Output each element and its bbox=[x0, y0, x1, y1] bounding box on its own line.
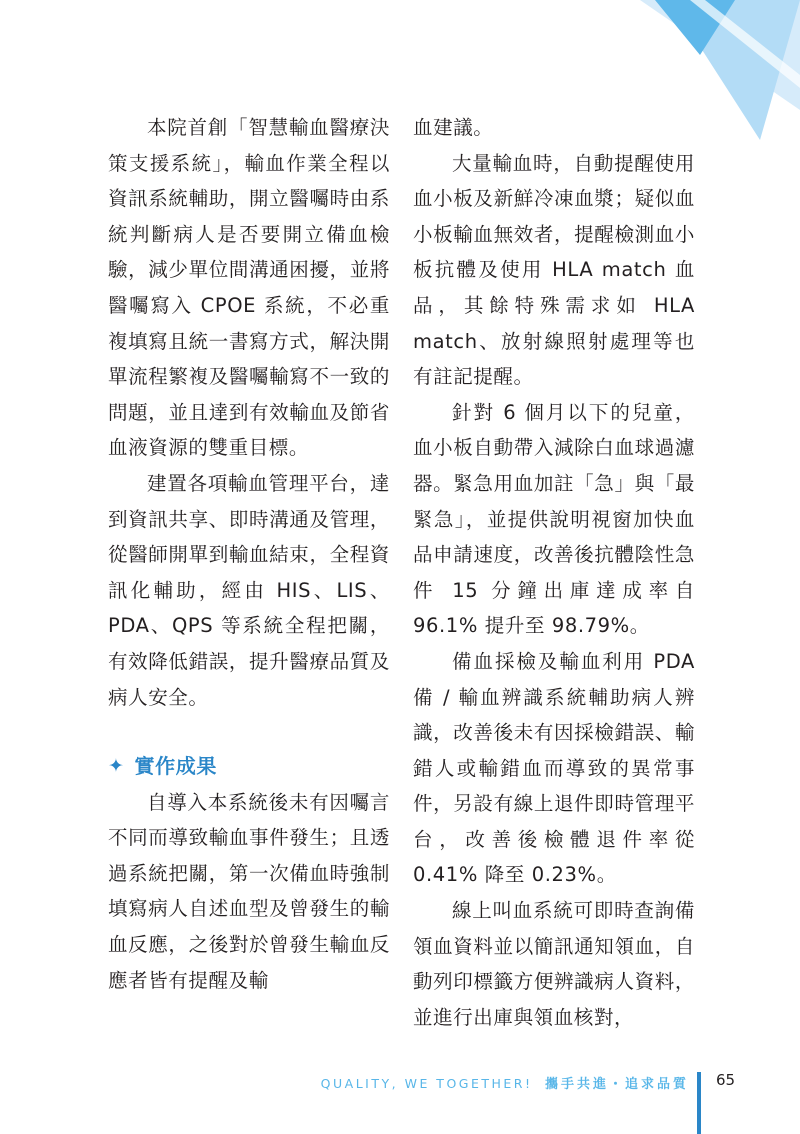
paragraph-massive-transfusion: 大量輸血時，自動提醒使用血小板及新鮮冷凍血漿；疑似血小板輸血無效者，提醒檢測血小板抗體及使用 HLA match 血品，其餘特殊需求如 HLA match、放射線照射處理等也有註記提醒。 bbox=[413, 151, 695, 389]
corner-triangle-pale bbox=[640, 0, 800, 110]
four-point-star-icon: ✦ bbox=[108, 755, 125, 778]
footer-tagline bbox=[321, 1073, 689, 1092]
footer-tagline-zh: 攜手共進・追求品質 bbox=[544, 1077, 689, 1092]
footer-tagline-en: QUALITY, WE TOGETHER! bbox=[320, 1076, 533, 1091]
section-gap bbox=[108, 715, 390, 749]
corner-stripe bbox=[690, 0, 800, 88]
page-number: 65 bbox=[716, 1071, 736, 1089]
paragraph-online-request: 線上叫血系統可即時查詢備領血資料並以簡訊通知領血，自動列印標籤方便辨識病人資料，並進行出庫與領血核對， bbox=[413, 899, 695, 1029]
right-column bbox=[413, 110, 695, 1035]
paragraph-pediatric: 針對 6 個月以下的兒童，血小板自動帶入減除白血球過濾器。緊急用血加註「急」與「最緊急」，並提供說明視窗加快血品申請速度，改善後抗體陰性急件 15 分鐘出庫達成率自 96.1% 提升至 98.79%。 bbox=[413, 400, 695, 638]
section-heading-text: 實作成果 bbox=[134, 754, 217, 779]
paragraph-system-intro: 本院首創「智慧輸血醫療決策支援系統」，輸血作業全程以資訊系統輔助，開立醫囑時由系統判斷病人是否要開立備血檢驗，減少單位間溝通困擾，並將醫囑寫入 CPOE 系統，不必重複填寫且統一書寫方式，解決開單流程繁複及醫囑輸寫不一致的問題，並且達到有效輸血及節省血液資源的雙重目標。 bbox=[108, 116, 390, 460]
paragraph-results: 自導入本系統後未有因囑言不同而導致輸血事件發生；且透過系統把關，第一次備血時強制填寫病人自述血型及曾發生的輸血反應，之後對於曾發生輸血反應者皆有提醒及輸 bbox=[108, 790, 390, 992]
paragraph-platform: 建置各項輸血管理平台，達到資訊共享、即時溝通及管理，從醫師開單到輸血結束，全程資訊化輔助，經由 HIS、LIS、PDA、QPS 等系統全程把關，有效降低錯誤，提升醫療品質及病人安全。 bbox=[108, 471, 390, 709]
paragraph-results-continued: 血建議。 bbox=[413, 116, 494, 139]
footer-divider-bar bbox=[697, 1072, 701, 1134]
paragraph-pda: 備血採檢及輸血利用 PDA 備 / 輸血辨識系統輔助病人辨識，改善後未有因採檢錯誤、輸錯人或輸錯血而導致的異常事件，另設有線上退件即時管理平台，改善後檢體退件率從 0.41% 降至 0.23%。 bbox=[413, 649, 695, 887]
section-heading bbox=[108, 749, 390, 785]
left-column bbox=[108, 110, 390, 998]
corner-triangle-accent bbox=[655, 0, 735, 55]
